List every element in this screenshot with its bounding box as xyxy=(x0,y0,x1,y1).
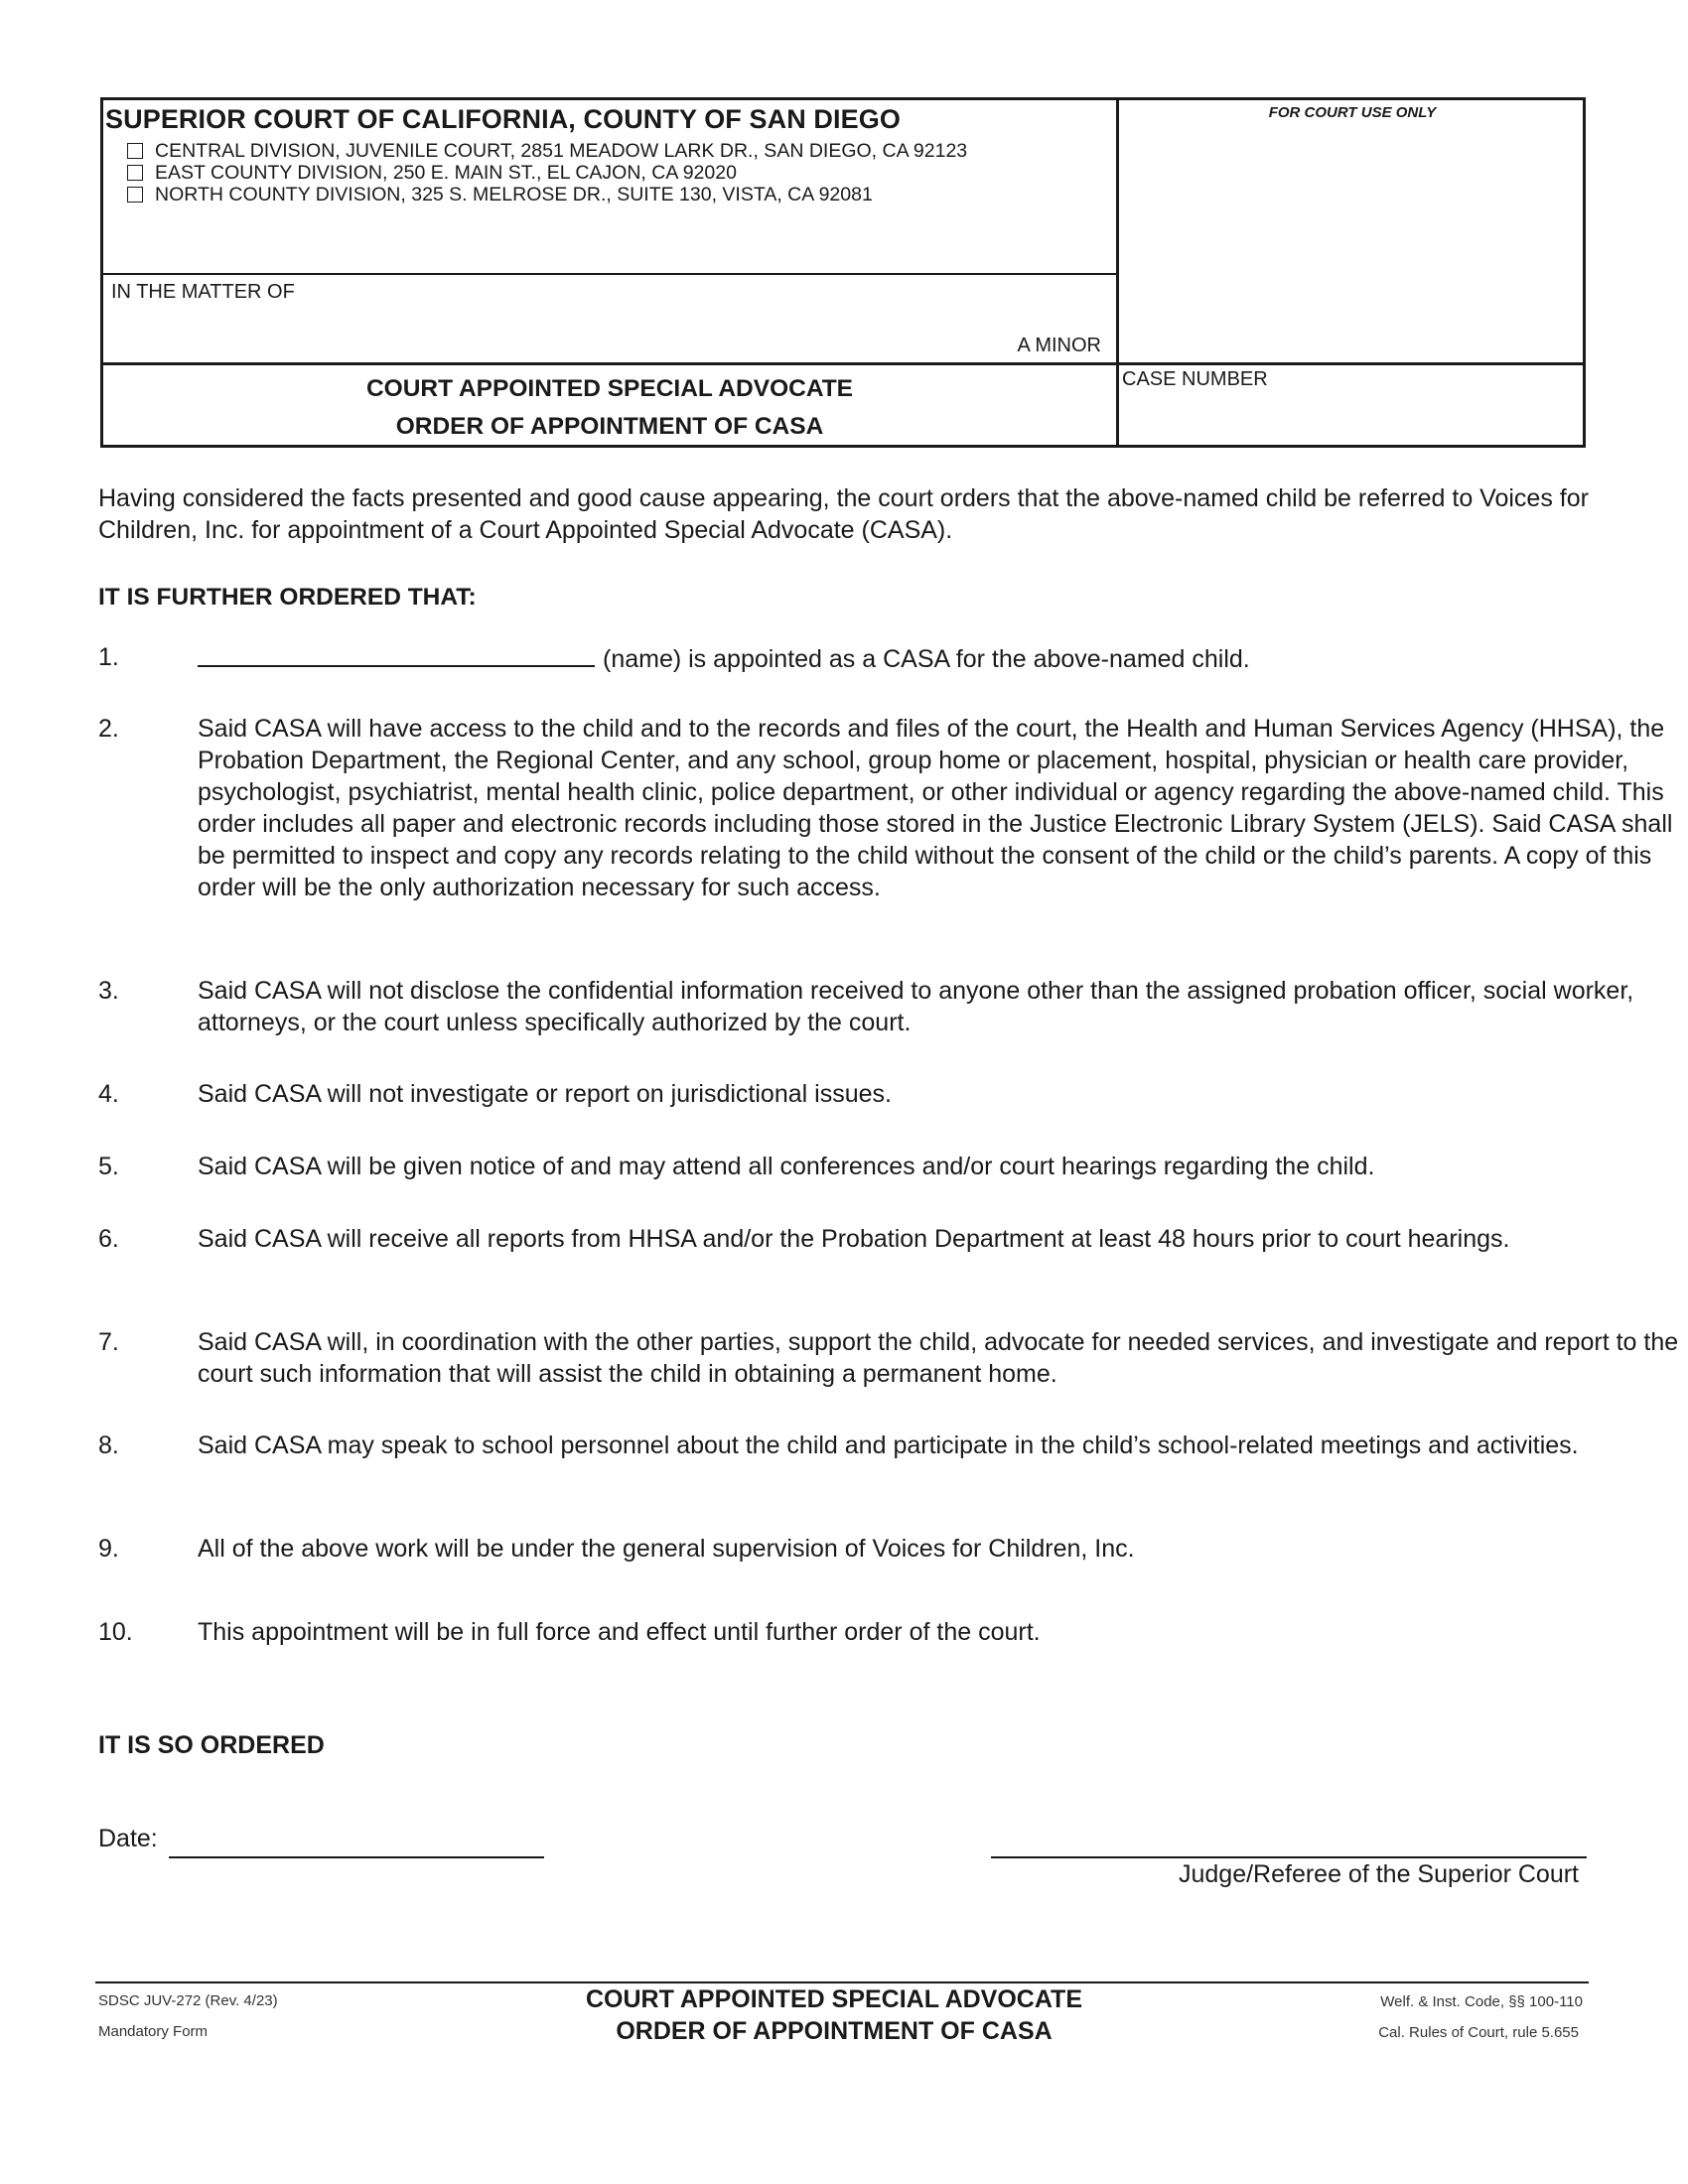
caption-divider-matter xyxy=(103,273,1116,275)
order-item-text: Said CASA will not disclose the confidential information received to anyone other than the assigned probation officer, social worker, attorneys, or the court unless specifically authorized by the court. xyxy=(198,977,1634,1036)
intro-paragraph: Having considered the facts presented and good cause appearing, the court orders that the above-named child be referred to Voices for Children, Inc. for appointment of a Court Appointed Special Advocate (CASA). xyxy=(98,484,1589,544)
form-title-line2: ORDER OF APPOINTMENT OF CASA xyxy=(395,413,824,440)
order-item-number: 6. xyxy=(98,1225,119,1253)
footer-title-line2: ORDER OF APPOINTMENT OF CASA xyxy=(616,2017,1053,2045)
division-checkbox-east[interactable] xyxy=(127,165,143,181)
division-option-east[interactable] xyxy=(127,162,967,184)
order-item-number: 1. xyxy=(98,643,119,671)
order-item-number: 2. xyxy=(98,715,119,743)
order-item-text: This appointment will be in full force and effect until further order of the court. xyxy=(198,1618,1041,1646)
caption-divider-title xyxy=(103,362,1583,365)
form-title-line1: COURT APPOINTED SPECIAL ADVOCATE xyxy=(365,375,854,402)
date-label: Date: xyxy=(98,1825,158,1852)
division-checkbox-central[interactable] xyxy=(127,143,143,159)
order-item-text xyxy=(198,641,1687,675)
date-signature-line[interactable] xyxy=(169,1856,544,1858)
caption-divider-vertical xyxy=(1116,100,1119,445)
division-label-north: NORTH COUNTY DIVISION, 325 S. MELROSE DR., SUITE 130, VISTA, CA 92081 xyxy=(155,184,873,205)
division-label-east: EAST COUNTY DIVISION, 250 E. MAIN ST., EL CAJON, CA 92020 xyxy=(155,162,737,184)
caption-box xyxy=(100,97,1586,448)
code-reference: Welf. & Inst. Code, §§ 100-110 xyxy=(1380,1993,1583,2010)
minor-label: A MINOR xyxy=(1017,335,1101,356)
order-item-text: All of the above work will be under the general supervision of Voices for Children, Inc. xyxy=(198,1535,1135,1563)
form-id: SDSC JUV-272 (Rev. 4/23) xyxy=(98,1992,278,2009)
order-item-text: Said CASA may speak to school personnel about the child and participate in the child’s school-related meetings and activities. xyxy=(198,1432,1579,1459)
so-ordered-heading: IT IS SO ORDERED xyxy=(98,1731,325,1759)
order-item-text: Said CASA will receive all reports from HHSA and/or the Probation Department at least 48 hours prior to court hearings. xyxy=(198,1225,1510,1253)
order-item-number: 8. xyxy=(98,1432,119,1459)
court-name: SUPERIOR COURT OF CALIFORNIA, COUNTY OF SAN DIEGO xyxy=(105,104,901,134)
order-item-number: 7. xyxy=(98,1328,119,1356)
casa-name-blank[interactable] xyxy=(198,641,595,667)
division-checkbox-north[interactable] xyxy=(127,187,143,203)
division-label-central: CENTRAL DIVISION, JUVENILE COURT, 2851 MEADOW LARK DR., SAN DIEGO, CA 92123 xyxy=(155,140,968,162)
matter-of-label: IN THE MATTER OF xyxy=(111,281,295,303)
order-item-number: 9. xyxy=(98,1535,119,1563)
rules-reference: Cal. Rules of Court, rule 5.655 xyxy=(1378,2024,1579,2041)
order-item-number: 5. xyxy=(98,1153,119,1180)
form-title xyxy=(103,370,1116,446)
order-item-number: 3. xyxy=(98,977,119,1005)
case-number-label: CASE NUMBER xyxy=(1122,368,1268,390)
order-item-text: Said CASA will, in coordination with the other parties, support the child, advocate for needed services, and investigate and report to the court such information that will assist the child in obtaining a permanent home. xyxy=(198,1328,1679,1388)
order-item-number: 4. xyxy=(98,1080,119,1108)
further-ordered-heading: IT IS FURTHER ORDERED THAT: xyxy=(98,584,477,611)
order-item-text: Said CASA will not investigate or report on jurisdictional issues. xyxy=(198,1080,892,1108)
order-item-text: Said CASA will have access to the child and to the records and files of the court, the Health and Human Services Agency (HHSA), the Probation Department, the Regional Center, and any school, group home or placement, hospital, physician or health care provider, psychologist, psychiatrist, mental health clinic, police department, or other individual or agency regarding the above-named child. This order includes all paper and electronic records including those stored in the Justice Electronic Library System (JELS). Said CASA shall be permitted to inspect and copy any records relating to the child without the consent of the child or the child’s parents. A copy of this order will be the only authorization necessary for such access. xyxy=(198,715,1673,901)
division-checklist xyxy=(127,140,967,205)
footer-title-line1: COURT APPOINTED SPECIAL ADVOCATE xyxy=(585,1985,1083,2013)
judge-signature-label: Judge/Referee of the Superior Court xyxy=(1178,1860,1579,1888)
court-use-only-label: FOR COURT USE ONLY xyxy=(1268,104,1437,121)
mandatory-form-label: Mandatory Form xyxy=(98,2023,209,2040)
division-option-central[interactable] xyxy=(127,140,967,162)
order-item-text: Said CASA will be given notice of and may attend all conferences and/or court hearings regarding the child. xyxy=(198,1153,1375,1180)
footer-title xyxy=(467,1983,1201,2047)
division-option-north[interactable] xyxy=(127,184,967,205)
order-item-text-1: (name) is appointed as a CASA for the above-named child. xyxy=(603,645,1250,673)
order-item-number: 10. xyxy=(98,1618,133,1646)
